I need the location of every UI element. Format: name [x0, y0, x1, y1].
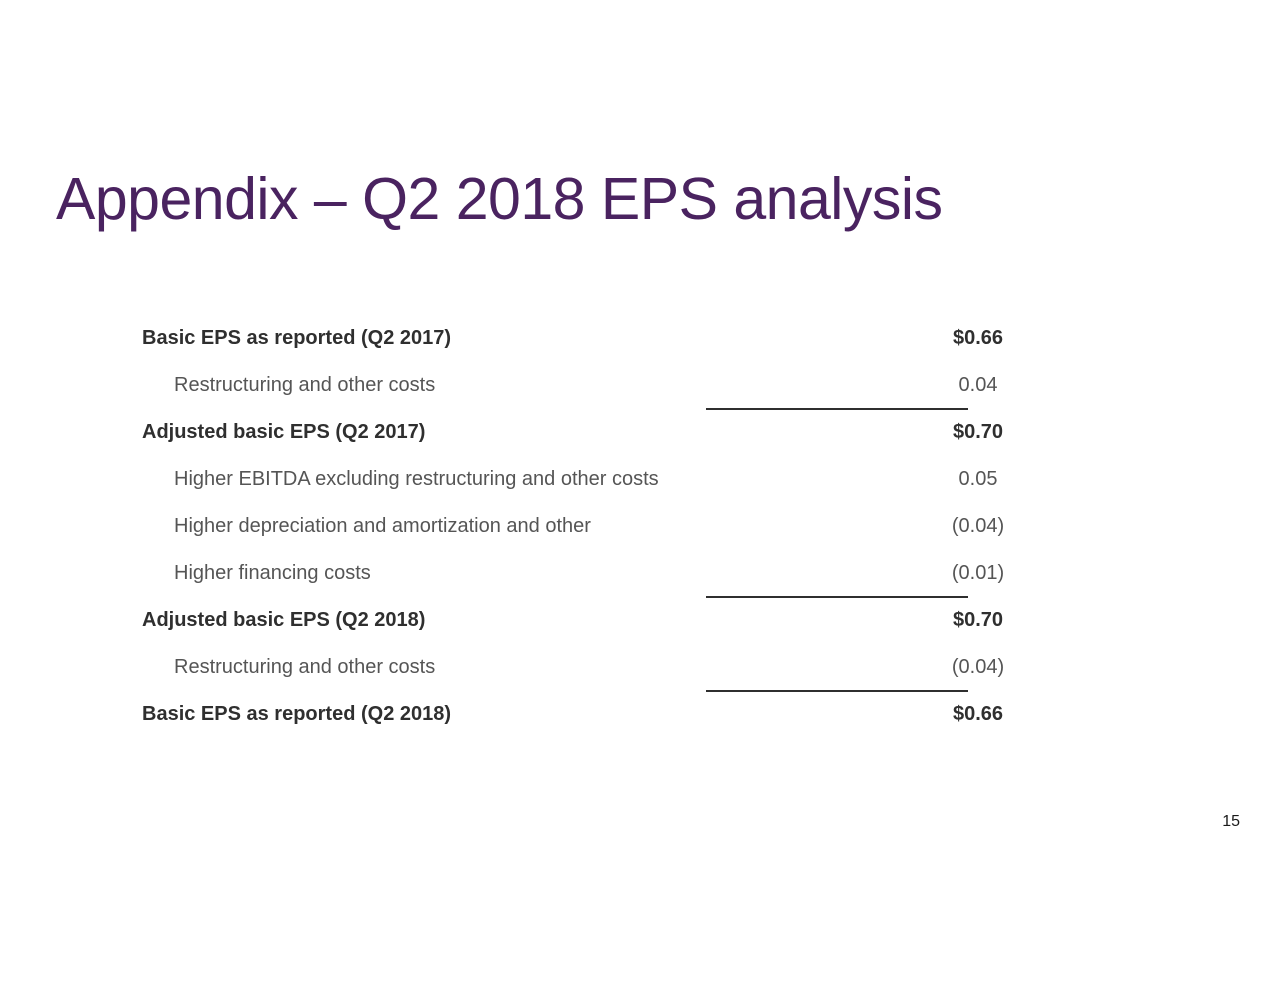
table-row — [142, 412, 1122, 459]
page-number: 15 — [1222, 813, 1240, 830]
page-title: Appendix – Q2 2018 EPS analysis — [56, 166, 943, 232]
row-value: $0.70 — [952, 421, 1004, 443]
subtotal-rule — [706, 690, 968, 692]
row-label: Higher EBITDA excluding restructuring and other costs — [174, 468, 659, 490]
row-label: Basic EPS as reported (Q2 2017) — [142, 327, 452, 349]
row-label: Restructuring and other costs — [174, 374, 436, 396]
table-row — [142, 365, 1122, 412]
eps-analysis-table — [142, 318, 1122, 741]
table-row — [142, 506, 1122, 553]
row-label: Restructuring and other costs — [174, 656, 436, 678]
row-value: 0.05 — [958, 468, 998, 490]
row-value: $0.70 — [952, 609, 1004, 631]
row-value: 0.04 — [958, 374, 998, 396]
table-row — [142, 600, 1122, 647]
table-row — [142, 459, 1122, 506]
table-row — [142, 553, 1122, 600]
row-label: Adjusted basic EPS (Q2 2018) — [142, 609, 426, 631]
table-row — [142, 694, 1122, 741]
row-value: (0.04) — [951, 656, 1005, 678]
subtotal-rule — [706, 408, 968, 410]
row-label: Adjusted basic EPS (Q2 2017) — [142, 421, 426, 443]
table-row — [142, 318, 1122, 365]
subtotal-rule — [706, 596, 968, 598]
row-value: $0.66 — [952, 703, 1004, 725]
row-label: Basic EPS as reported (Q2 2018) — [142, 703, 452, 725]
row-label: Higher depreciation and amortization and other — [174, 515, 591, 537]
row-value: (0.04) — [951, 515, 1005, 537]
row-label: Higher financing costs — [174, 562, 371, 584]
row-value: (0.01) — [951, 562, 1005, 584]
table-row — [142, 647, 1122, 694]
row-value: $0.66 — [952, 327, 1004, 349]
